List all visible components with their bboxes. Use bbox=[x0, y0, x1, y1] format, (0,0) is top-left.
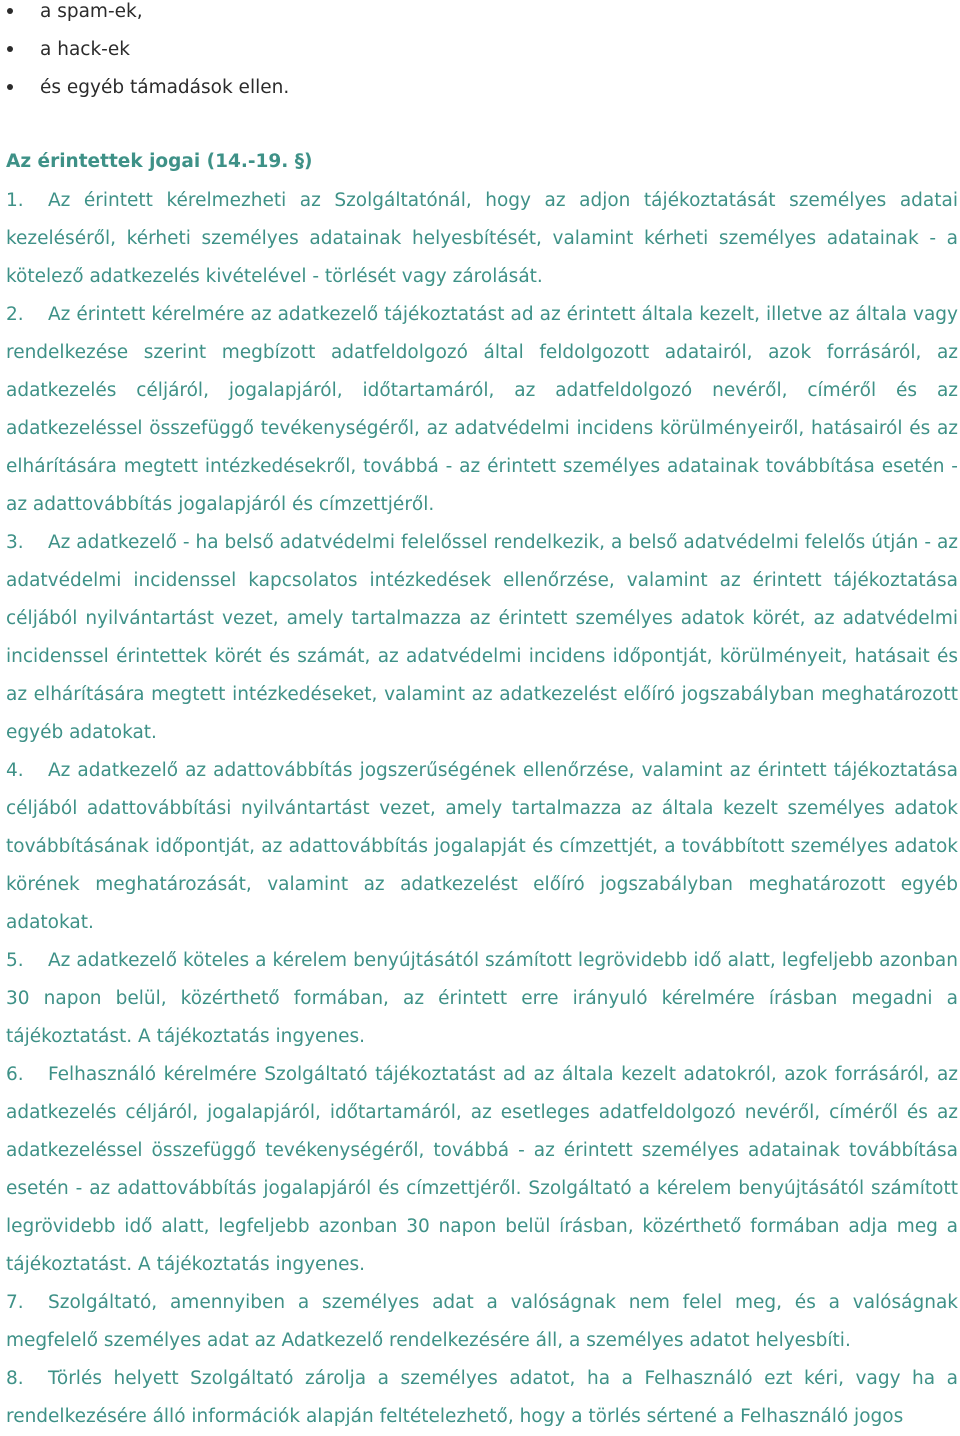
paragraph-text: Felhasználó kérelmére Szolgáltató tájékoztatást ad az általa kezelt adatokról, azok forrásáról, az adatkezelés céljáról, jogalapjáról, időtartamáról, az esetleges adatfeldolgozó nevéről, címéről és az adatkezeléssel összefüggő tevékenységéről, továbbá - az érintett személyes adatainak továbbítása esetén - az adattovábbítás jogalapjáról és címzettjéről. Szolgáltató a kérelem benyújtásától számított legrövidebb idő alatt, legfeljebb azonban 30 napon belül írásban, közérthető formában adja meg a tájékoztatást. A tájékoztatás ingyenes. bbox=[6, 1064, 958, 1275]
paragraph-7 bbox=[6, 1284, 958, 1360]
paragraph-3 bbox=[6, 524, 958, 752]
paragraph-number: 1. bbox=[6, 190, 24, 211]
bullet-list bbox=[0, 0, 289, 112]
list-item bbox=[0, 36, 289, 74]
paragraph-text: Szolgáltató, amennyiben a személyes adat a valóságnak nem felel meg, és a valóságnak megfelelő személyes adat az Adatkezelő rendelkezésére áll, a személyes adatot helyesbíti. bbox=[6, 1292, 958, 1351]
bullet-icon bbox=[7, 8, 13, 14]
paragraph-number: 5. bbox=[6, 950, 24, 971]
paragraph-4 bbox=[6, 752, 958, 942]
list-item bbox=[0, 74, 289, 112]
paragraph-number: 2. bbox=[6, 304, 24, 325]
paragraph-8 bbox=[6, 1360, 958, 1436]
paragraph-1 bbox=[6, 182, 958, 296]
list-item-text: a spam-ek, bbox=[40, 1, 143, 22]
list-item-text: és egyéb támadások ellen. bbox=[40, 77, 290, 98]
paragraph-text: Az adatkezelő köteles a kérelem benyújtásától számított legrövidebb idő alatt, legfeljebb azonban 30 napon belül, közérthető formában, az érintett erre irányuló kérelmére írásban megadni a tájékoztatást. A tájékoztatás ingyenes. bbox=[6, 950, 958, 1047]
paragraph-6 bbox=[6, 1056, 958, 1284]
paragraph-text: Az érintett kérelmezheti az Szolgáltatónál, hogy az adjon tájékoztatását személyes adatai kezeléséről, kérheti személyes adatainak helyesbítését, valamint kérheti személyes adatainak - a kötelező adatkezelés kivételével - törlését vagy zárolását. bbox=[6, 190, 958, 287]
list-item bbox=[0, 0, 289, 36]
paragraph-5 bbox=[6, 942, 958, 1056]
paragraph-number: 3. bbox=[6, 532, 24, 553]
bullet-icon bbox=[7, 46, 13, 52]
paragraph-number: 8. bbox=[6, 1368, 24, 1389]
list-item-text: a hack-ek bbox=[40, 39, 130, 60]
paragraph-text: Törlés helyett Szolgáltató zárolja a személyes adatot, ha a Felhasználó ezt kéri, vagy ha a rendelkezésére álló információk alapján feltételezhető, hogy a törlés sértené a Felhasználó jogos bbox=[6, 1368, 958, 1427]
paragraph-text: Az érintett kérelmére az adatkezelő tájékoztatást ad az érintett általa kezelt, illetve az általa vagy rendelkezése szerint megbízott adatfeldolgozó által feldolgozott adatairól, azok forrásáról, az adatkezelés céljáról, jogalapjáról, időtartamáról, az adatfeldolgozó nevéről, címéről és az adatkezeléssel összefüggő tevékenységéről, az adatvédelmi incidens körülményeiről, hatásairól és az elhárítására megtett intézkedésekről, továbbá - az érintett személyes adatainak továbbítása esetén - az adattovábbítás jogalapjáról és címzettjéről. bbox=[6, 304, 958, 515]
paragraph-text: Az adatkezelő - ha belső adatvédelmi felelőssel rendelkezik, a belső adatvédelmi felelős útján - az adatvédelmi incidenssel kapcsolatos intézkedések ellenőrzése, valamint az érintett tájékoztatása céljából nyilvántartást vezet, amely tartalmazza az érintett személyes adatok körét, az adatvédelmi incidenssel érintettek körét és számát, az adatvédelmi incidens időpontját, körülményeit, hatásait és az elhárítására megtett intézkedéseket, valamint az adatkezelést előíró jogszabályban meghatározott egyéb adatokat. bbox=[6, 532, 958, 743]
paragraph-number: 7. bbox=[6, 1292, 24, 1313]
bullet-icon bbox=[7, 84, 13, 90]
paragraph-2 bbox=[6, 296, 958, 524]
section-heading: Az érintettek jogai (14.-19. §) bbox=[6, 151, 313, 172]
paragraph-number: 4. bbox=[6, 760, 24, 781]
paragraph-text: Az adatkezelő az adattovábbítás jogszerűségének ellenőrzése, valamint az érintett tájékoztatása céljából adattovábbítási nyilvántartást vezet, amely tartalmazza az általa kezelt személyes adatok továbbításának időpontját, az adattovábbítás jogalapját és címzettjét, a továbbított személyes adatok körének meghatározását, valamint az adatkezelést előíró jogszabályban meghatározott egyéb adatokat. bbox=[6, 760, 958, 933]
paragraph-number: 6. bbox=[6, 1064, 24, 1085]
